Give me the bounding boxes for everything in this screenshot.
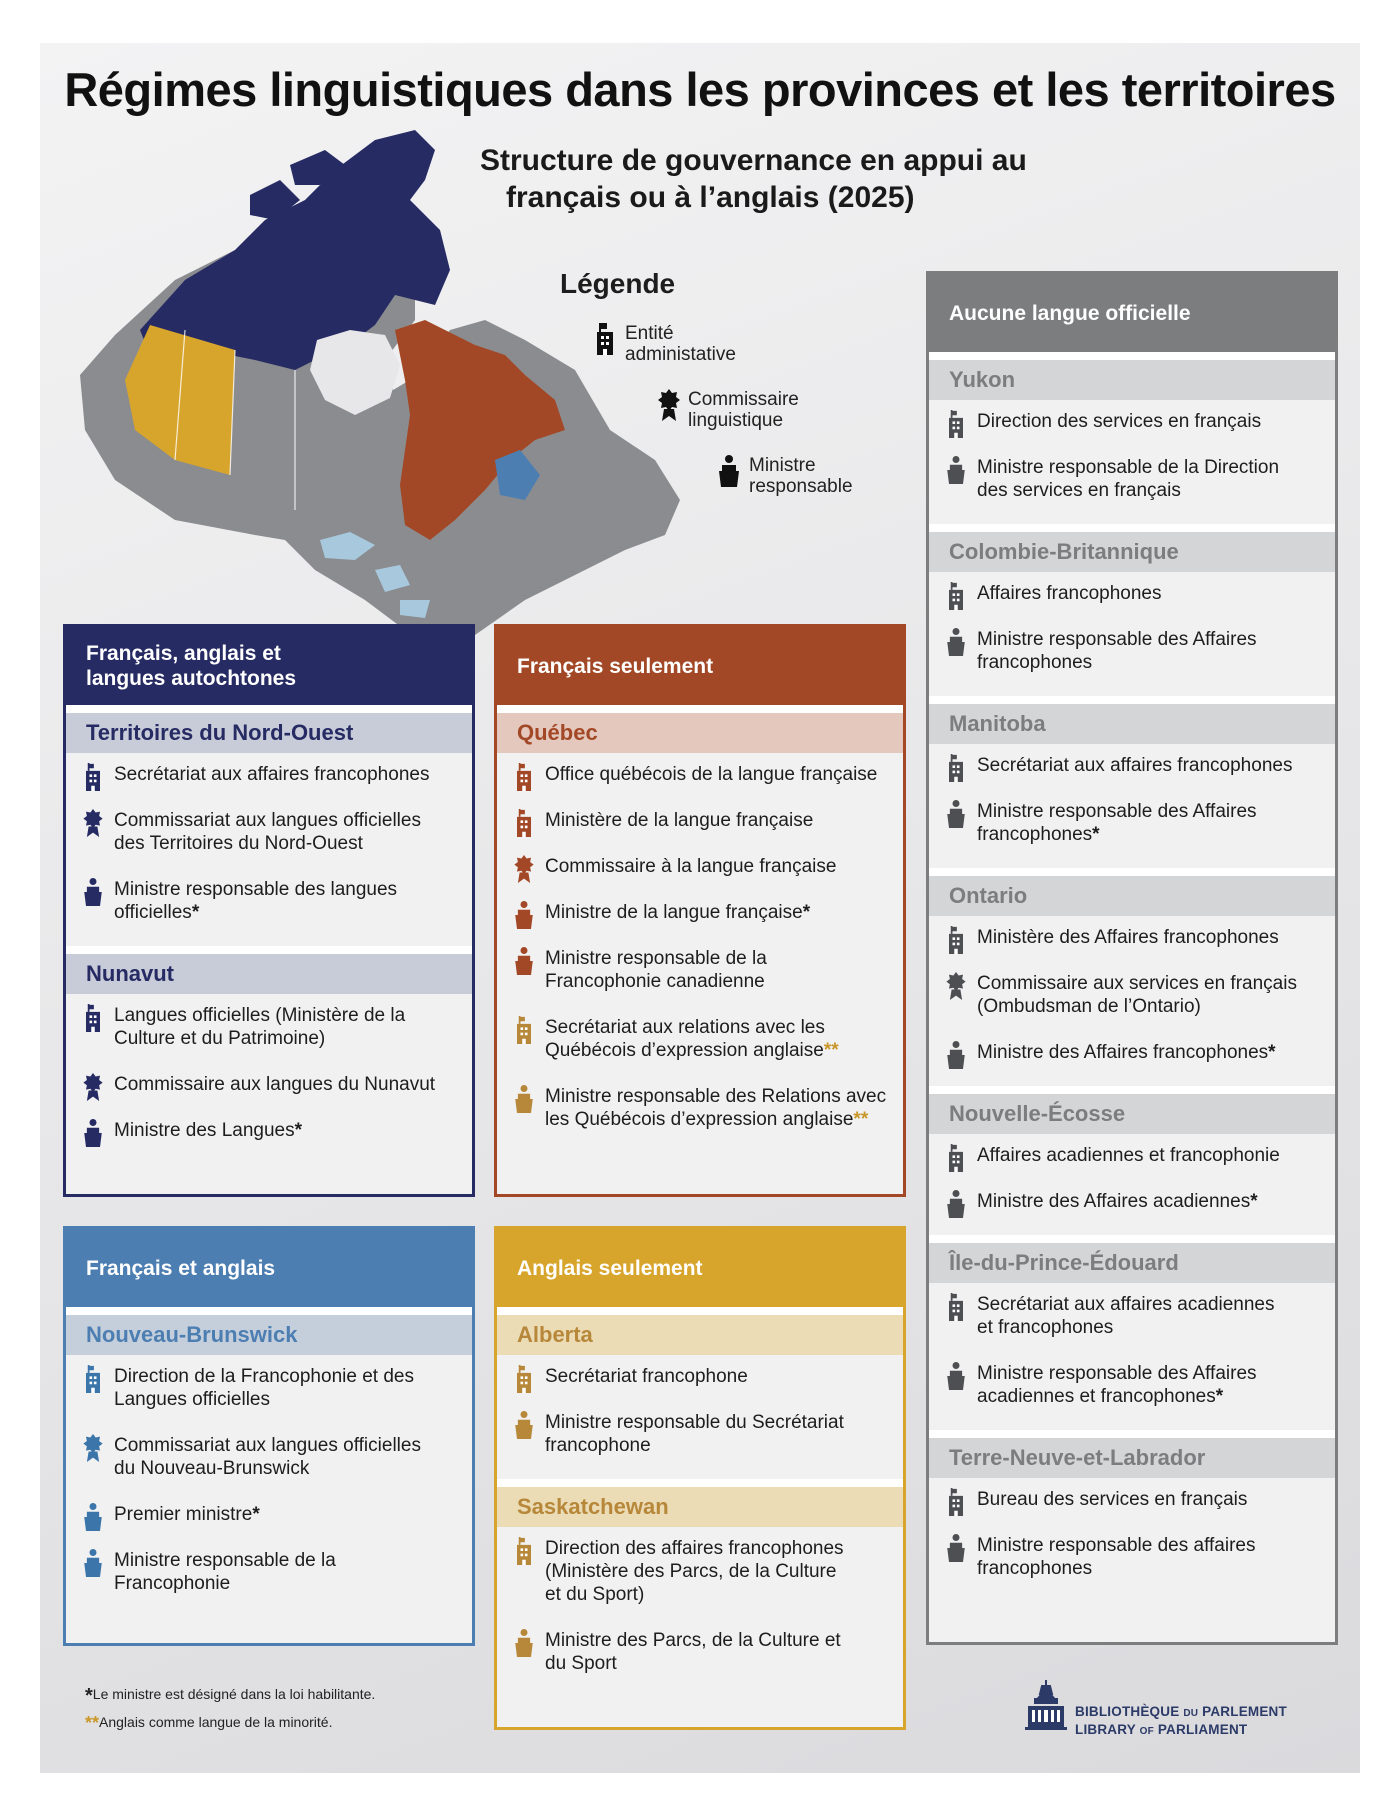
list-item-text — [977, 1534, 1327, 1580]
list-item-line: Ministre responsable de la — [114, 1550, 336, 1571]
list-item-line: Ministre responsable de la Direction — [977, 457, 1280, 478]
minister-icon — [719, 455, 739, 487]
panel-heading-text — [517, 1256, 703, 1281]
list-item-line: Culture et du Patrimoine) — [114, 1028, 326, 1049]
seal-icon — [82, 1073, 104, 1101]
list-item — [66, 1434, 472, 1480]
region-heading: Québec — [497, 713, 903, 753]
panel-heading — [497, 627, 903, 705]
list-item-text — [545, 809, 895, 832]
footnote-2-mark: ** — [85, 1713, 100, 1733]
panel-french-english-indigenous — [63, 624, 475, 1197]
list-item — [497, 901, 903, 924]
region-items — [497, 1355, 903, 1479]
minister-icon — [945, 800, 967, 828]
list-item — [929, 410, 1335, 433]
region-items — [929, 1283, 1335, 1430]
list-item-line: Secrétariat aux affaires acadiennes — [977, 1294, 1275, 1315]
list-item-text — [977, 972, 1327, 1018]
logo-en-word-1: LIBRARY — [1075, 1722, 1136, 1737]
footnote-1-mark: * — [85, 1685, 93, 1707]
list-item-line: Commissaire aux services en français — [977, 973, 1297, 994]
list-item-line: (Ministère des Parcs, de la Culture — [545, 1561, 837, 1582]
list-item-line: Ministre responsable des Affaires — [977, 1363, 1257, 1384]
legend-commissioner-line-2: linguistique — [688, 410, 784, 431]
footnote-marker: ** — [823, 1040, 839, 1061]
section-divider — [66, 1307, 472, 1315]
footnote-1 — [85, 1681, 375, 1709]
footnote-marker: * — [1268, 1042, 1276, 1063]
list-item-text — [545, 1629, 895, 1675]
panel-french-only — [494, 624, 906, 1197]
list-item — [929, 1534, 1335, 1580]
building-icon — [945, 1144, 967, 1172]
section-divider — [497, 1307, 903, 1315]
list-item-line: des Territoires du Nord-Ouest — [114, 833, 363, 854]
panel-heading-line: Anglais seulement — [517, 1256, 703, 1280]
list-item-line: et du Sport) — [545, 1584, 645, 1605]
list-item-line: francophones — [977, 652, 1093, 673]
building-icon — [945, 582, 967, 610]
list-item-text — [114, 1073, 464, 1096]
region-items — [66, 994, 472, 1164]
panel-heading-line: Français, anglais et — [86, 642, 281, 665]
list-item — [929, 628, 1335, 674]
list-item — [66, 1119, 472, 1142]
list-item-line: Ministre responsable des Relations avec — [545, 1086, 887, 1107]
building-icon — [945, 926, 967, 954]
list-item-line: francophone — [545, 1435, 651, 1456]
minister-icon — [513, 901, 535, 929]
section-divider — [929, 1430, 1335, 1438]
list-item-text — [114, 1119, 464, 1142]
building-icon — [595, 323, 615, 355]
list-item-line: Direction de la Francophonie et des — [114, 1366, 414, 1387]
list-item — [66, 1365, 472, 1411]
panel-no-official-language — [926, 271, 1338, 1645]
list-item — [929, 1293, 1335, 1339]
list-item — [929, 582, 1335, 605]
building-icon — [945, 410, 967, 438]
panel-heading-text — [86, 641, 296, 691]
list-item-text — [977, 1362, 1327, 1408]
list-item-text — [977, 456, 1327, 502]
panel-heading-text — [949, 301, 1191, 326]
list-item-line: Bureau des services en français — [977, 1489, 1248, 1510]
building-icon — [513, 763, 535, 791]
region-heading: Nouvelle-Écosse — [929, 1094, 1335, 1134]
list-item-line: Ministre responsable des Affaires — [977, 801, 1257, 822]
section-divider — [929, 1086, 1335, 1094]
region-items — [497, 753, 903, 1153]
list-item — [929, 1488, 1335, 1511]
section-divider — [929, 696, 1335, 704]
list-item-line: des services en français — [977, 480, 1181, 501]
list-item-line: Ministre des Affaires acadiennes* — [977, 1191, 1258, 1212]
footnote-marker: * — [294, 1120, 303, 1141]
region-heading: Île-du-Prince-Édouard — [929, 1243, 1335, 1283]
panel-heading — [66, 1229, 472, 1307]
minister-icon — [513, 1085, 535, 1113]
list-item-text — [977, 1488, 1327, 1511]
footnote-marker: ** — [853, 1109, 869, 1130]
panel-heading-line: Français et anglais — [86, 1256, 276, 1280]
list-item — [929, 1144, 1335, 1167]
legend-commissioner — [688, 389, 799, 431]
region-heading: Colombie-Britannique — [929, 532, 1335, 572]
list-item-line: Ministre des Parcs, de la Culture et — [545, 1630, 841, 1651]
region-heading: Saskatchewan — [497, 1487, 903, 1527]
list-item-text — [977, 926, 1327, 949]
list-item — [497, 1629, 903, 1675]
section-divider — [66, 946, 472, 954]
list-item-line: officielles* — [114, 902, 200, 923]
list-item — [497, 809, 903, 832]
list-item-text — [977, 628, 1327, 674]
minister-icon — [82, 1549, 104, 1577]
list-item — [929, 800, 1335, 846]
legend-entity-line-1: Entité — [625, 323, 674, 344]
list-item-line: Ministère de la langue française — [545, 810, 814, 831]
section-divider — [929, 1235, 1335, 1243]
footnote-marker: * — [802, 902, 811, 923]
list-item-line: Ministre des Langues* — [114, 1120, 303, 1141]
list-item-line: Secrétariat aux affaires francophones — [114, 764, 430, 785]
region-items — [929, 1478, 1335, 1602]
list-item-line: Commissaire à la langue française — [545, 856, 837, 877]
canada-map — [55, 130, 745, 670]
panel-heading-line: Aucune langue officielle — [949, 301, 1191, 325]
list-item — [929, 1190, 1335, 1213]
building-icon — [945, 754, 967, 782]
list-item-line: Secrétariat aux relations avec les — [545, 1017, 825, 1038]
minister-icon — [945, 1534, 967, 1562]
building-icon — [945, 1293, 967, 1321]
seal-icon — [513, 855, 535, 883]
panel-heading-text — [86, 1256, 275, 1281]
minister-icon — [945, 1362, 967, 1390]
footnote-marker: * — [1215, 1386, 1224, 1407]
building-icon — [945, 1488, 967, 1516]
legend-commissioner-line-1: Commissaire — [688, 389, 799, 410]
logo-fr-word-2: DU — [1183, 1708, 1199, 1719]
panel-english-only — [494, 1226, 906, 1730]
list-item-line: Affaires francophones — [977, 583, 1162, 604]
list-item-text — [114, 1549, 464, 1595]
list-item-text — [977, 1144, 1327, 1167]
footnote-2 — [85, 1709, 375, 1736]
building-icon — [513, 1537, 535, 1565]
list-item-line: Affaires acadiennes et francophonie — [977, 1145, 1280, 1166]
region-items — [66, 1355, 472, 1617]
list-item-line: Ministre responsable des Affaires — [977, 629, 1257, 650]
region-heading: Manitoba — [929, 704, 1335, 744]
building-icon — [82, 763, 104, 791]
list-item-line: francophones* — [977, 824, 1100, 845]
list-item-text — [977, 582, 1327, 605]
list-item-line: et francophones — [977, 1317, 1114, 1338]
list-item — [497, 855, 903, 878]
panel-french-and-english — [63, 1226, 475, 1646]
region-heading: Alberta — [497, 1315, 903, 1355]
list-item — [66, 1549, 472, 1595]
panel-heading — [66, 627, 472, 705]
seal-icon — [82, 1434, 104, 1462]
list-item-text — [545, 1016, 895, 1062]
region-heading: Yukon — [929, 360, 1335, 400]
section-divider — [497, 1479, 903, 1487]
region-heading: Ontario — [929, 876, 1335, 916]
list-item-text — [977, 800, 1327, 846]
list-item — [497, 1365, 903, 1388]
list-item-line: Direction des affaires francophones — [545, 1538, 844, 1559]
page-title: Régimes linguistiques dans les provinces et les territoires — [64, 63, 1336, 116]
minister-icon — [945, 456, 967, 484]
list-item-line: Commissariat aux langues officielles — [114, 1435, 421, 1456]
panel-heading-text — [517, 654, 713, 679]
section-divider — [929, 868, 1335, 876]
list-item — [66, 809, 472, 855]
footnote-marker: * — [252, 1504, 260, 1525]
legend-minister-line-1: Ministre — [749, 455, 816, 476]
list-item-line: Ministre des Affaires francophones* — [977, 1042, 1276, 1063]
list-item — [66, 763, 472, 786]
list-item-text — [114, 763, 464, 786]
list-item-line: acadiennes et francophones* — [977, 1386, 1224, 1407]
list-item — [497, 1016, 903, 1062]
minister-icon — [513, 1411, 535, 1439]
list-item-text — [977, 754, 1327, 777]
building-icon — [82, 1365, 104, 1393]
list-item-line: Secrétariat francophone — [545, 1366, 748, 1387]
list-item-text — [545, 901, 895, 924]
region-heading: Nouveau-Brunswick — [66, 1315, 472, 1355]
minister-icon — [82, 1119, 104, 1147]
footnote-2-text: Anglais comme langue de la minorité. — [99, 1714, 333, 1730]
building-icon — [513, 1365, 535, 1393]
parliament-logo-icon — [1025, 1680, 1067, 1730]
panel-heading — [929, 274, 1335, 352]
list-item-text — [114, 1365, 464, 1411]
region-items — [66, 753, 472, 946]
list-item-line: Ministre responsable des langues — [114, 879, 398, 900]
list-item-text — [977, 1293, 1327, 1339]
list-item-line: Ministre responsable des affaires — [977, 1535, 1256, 1556]
list-item-line: Office québécois de la langue française — [545, 764, 878, 785]
section-divider — [929, 352, 1335, 360]
list-item-text — [114, 1004, 464, 1050]
list-item-line: du Sport — [545, 1653, 617, 1674]
legend-entity — [625, 323, 736, 365]
list-item-text — [545, 1537, 895, 1606]
region-items — [929, 916, 1335, 1086]
logo-english — [1075, 1722, 1287, 1740]
building-icon — [513, 1016, 535, 1044]
region-items — [929, 572, 1335, 696]
list-item — [929, 926, 1335, 949]
list-item-line: Langues officielles (Ministère de la — [114, 1005, 406, 1026]
region-items — [497, 1527, 903, 1697]
list-item-text — [545, 1365, 895, 1388]
list-item-line: Direction des services en français — [977, 411, 1262, 432]
minister-icon — [945, 1190, 967, 1218]
list-item-line: du Nouveau-Brunswick — [114, 1458, 310, 1479]
footnote-marker: * — [191, 902, 200, 923]
region-items — [929, 1134, 1335, 1235]
section-divider — [497, 705, 903, 713]
list-item — [497, 763, 903, 786]
list-item-line: Ministre responsable de la — [545, 948, 767, 969]
list-item-line: Ministre de la langue française* — [545, 902, 811, 923]
list-item-text — [545, 1411, 895, 1457]
list-item-line: les Québécois d’expression anglaise** — [545, 1109, 869, 1130]
region-heading: Nunavut — [66, 954, 472, 994]
logo-en-word-2: OF — [1139, 1726, 1154, 1737]
footnote-marker: * — [1250, 1191, 1258, 1212]
list-item — [929, 1362, 1335, 1408]
section-divider — [929, 524, 1335, 532]
list-item-line: Langues officielles — [114, 1389, 270, 1410]
seal-icon — [82, 809, 104, 837]
list-item — [929, 1041, 1335, 1064]
list-item-line: Québécois d’expression anglaise** — [545, 1040, 839, 1061]
list-item-line: (Ombudsman de l’Ontario) — [977, 996, 1201, 1017]
logo-fr-word-3: PARLEMENT — [1202, 1704, 1287, 1719]
list-item — [66, 1004, 472, 1050]
minister-icon — [945, 1041, 967, 1069]
footnote-1-text: Le ministre est désigné dans la loi habilitante. — [92, 1686, 376, 1702]
logo-fr-word-1: BIBLIOTHÈQUE — [1075, 1704, 1180, 1719]
list-item-text — [114, 878, 464, 924]
list-item-line: Francophonie — [114, 1573, 231, 1594]
list-item — [497, 1085, 903, 1131]
list-item — [66, 878, 472, 924]
region-items — [929, 400, 1335, 524]
region-heading: Terre-Neuve-et-Labrador — [929, 1438, 1335, 1478]
list-item-text — [114, 809, 464, 855]
list-item-line: Francophonie canadienne — [545, 971, 765, 992]
list-item-text — [977, 410, 1327, 433]
building-icon — [82, 1004, 104, 1032]
list-item — [497, 1537, 903, 1606]
legend-minister-line-2: responsable — [749, 476, 853, 497]
panel-heading-line: Français seulement — [517, 654, 714, 678]
minister-icon — [513, 947, 535, 975]
list-item-text — [545, 855, 895, 878]
legend-minister — [749, 455, 853, 497]
list-item — [66, 1073, 472, 1096]
list-item-line: Ministère des Affaires francophones — [977, 927, 1279, 948]
list-item — [929, 456, 1335, 502]
seal-icon — [658, 389, 680, 421]
panel-heading — [497, 1229, 903, 1307]
panel-heading-line: langues autochtones — [86, 667, 297, 690]
list-item-line: Premier ministre* — [114, 1504, 260, 1525]
list-item-line: Commissariat aux langues officielles — [114, 810, 421, 831]
list-item-line: Secrétariat aux affaires francophones — [977, 755, 1293, 776]
legend-title: Légende — [560, 268, 676, 299]
section-divider — [66, 705, 472, 713]
list-item-line: Commissaire aux langues du Nunavut — [114, 1074, 436, 1095]
minister-icon — [513, 1629, 535, 1657]
building-icon — [513, 809, 535, 837]
library-of-parliament-wordmark — [1075, 1704, 1287, 1740]
seal-icon — [945, 972, 967, 1000]
logo-french — [1075, 1704, 1287, 1722]
logo-en-word-3: PARLIAMENT — [1157, 1722, 1248, 1737]
list-item-text — [545, 947, 895, 993]
region-items — [929, 744, 1335, 868]
legend-entity-line-2: administative — [625, 344, 736, 365]
list-item-line: francophones — [977, 1558, 1093, 1579]
list-item-text — [977, 1190, 1327, 1213]
region-heading: Territoires du Nord-Ouest — [66, 713, 472, 753]
list-item-text — [977, 1041, 1327, 1064]
list-item-text — [114, 1434, 464, 1480]
list-item-line: Ministre responsable du Secrétariat — [545, 1412, 844, 1433]
minister-icon — [82, 1503, 104, 1531]
list-item — [497, 1411, 903, 1457]
minister-icon — [945, 628, 967, 656]
list-item — [929, 754, 1335, 777]
list-item-text — [545, 1085, 895, 1131]
list-item — [929, 972, 1335, 1018]
subtitle-line-2: français ou à l’anglais (2025) — [506, 181, 915, 214]
list-item — [66, 1503, 472, 1526]
footnote-marker: * — [1092, 824, 1100, 845]
subtitle-line-1: Structure de gouvernance en appui au — [480, 144, 1027, 177]
list-item-text — [545, 763, 895, 786]
minister-icon — [82, 878, 104, 906]
list-item-text — [114, 1503, 464, 1526]
footnotes — [85, 1681, 375, 1736]
list-item — [497, 947, 903, 993]
